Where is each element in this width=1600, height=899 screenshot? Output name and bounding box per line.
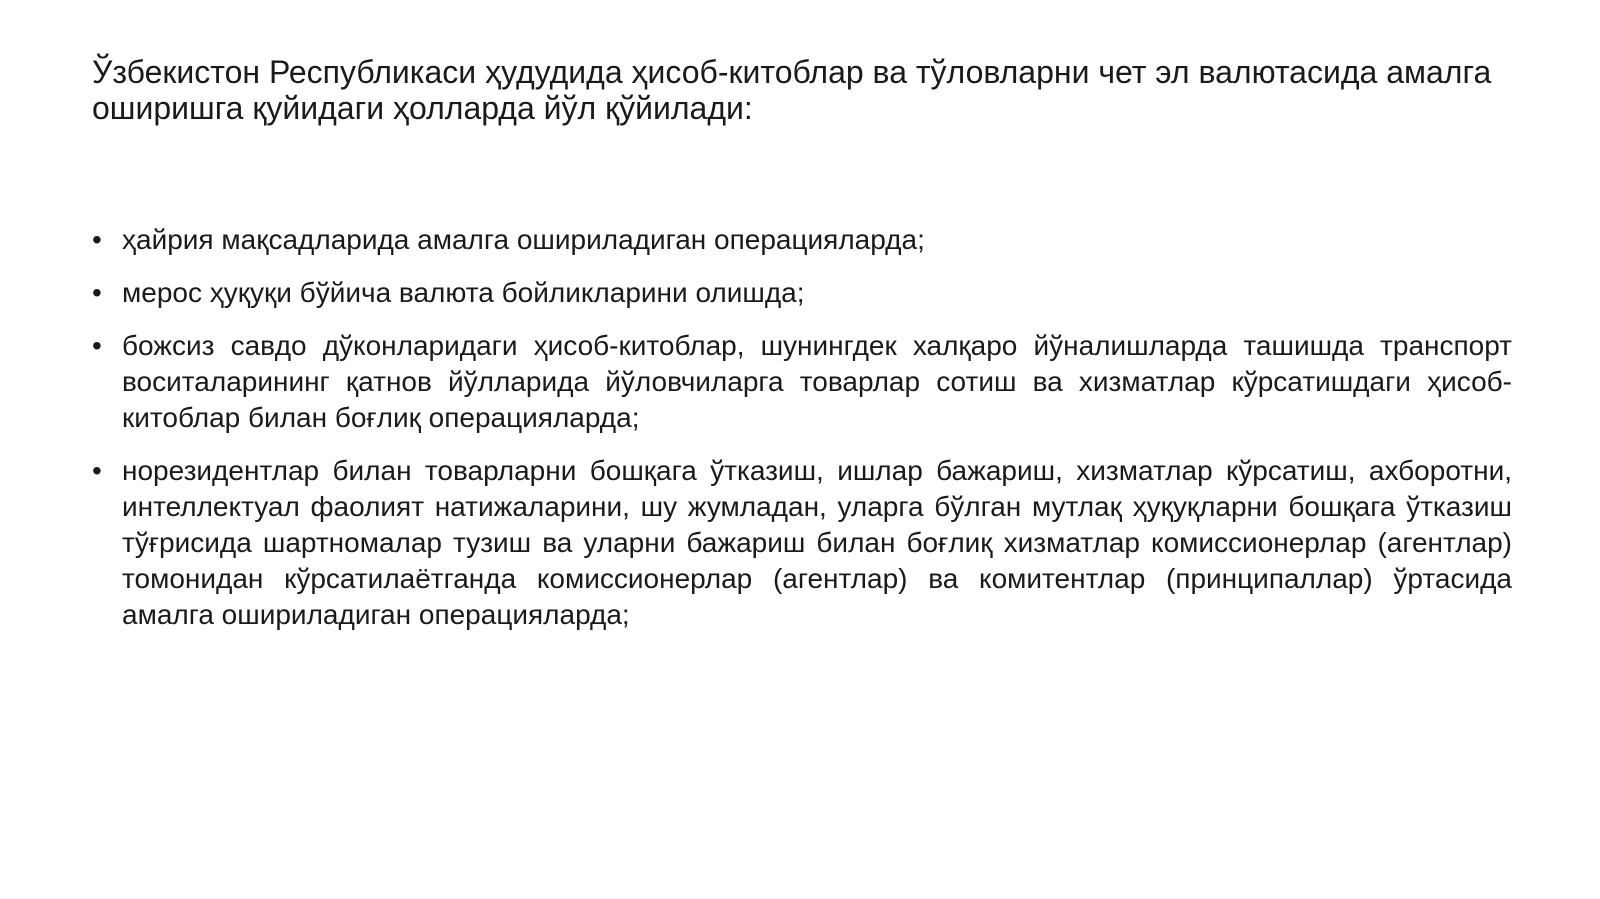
bullet-text: норезидентлар билан товарларни бошқага ўтказиш, ишлар бажариш, хизматлар кўрсатиш, ахборотни, интеллектуал фаолият натижаларини, шу жумладан, уларга бўлган мутлақ ҳуқуқларни бошқага ўтказиш тўғрисида шартномалар тузиш ва уларни бажариш билан боғлиқ хизматлар комиссионерлар (агентлар) томонидан кўрсатилаётганда комиссионерлар (агентлар) ва комитентлар (принципаллар) ўртасида амалга ошириладиган операцияларда;	[122, 455, 1512, 630]
bullet-list	[92, 222, 1512, 650]
slide-title: Ўзбекистон Республикаси ҳудудида ҳисоб-китоблар ва тўловларни чет эл валютасида амалга оширишга қуйидаги ҳолларда йўл қўйилади:	[92, 54, 1492, 126]
bullet-dot-icon: •	[92, 277, 102, 308]
bullet-item-charity	[92, 222, 1512, 258]
bullet-dot-icon: •	[92, 455, 102, 486]
bullet-item-inheritance	[92, 275, 1512, 311]
bullet-text: мерос ҳуқуқи бўйича валюта бойликларини олишда;	[122, 277, 805, 308]
bullet-item-nonresidents	[92, 453, 1512, 633]
bullet-text: божсиз савдо дўконларидаги ҳисоб-китоблар, шунингдек халқаро йўналишларда ташишда транспорт воситаларининг қатнов йўлларида йўловчиларга товарлар сотиш ва хизматлар кўрсатишдаги ҳисоб-китоблар билан боғлиқ операцияларда;	[122, 330, 1512, 433]
bullet-dot-icon: •	[92, 330, 102, 361]
bullet-text: ҳайрия мақсадларида амалга ошириладиган операцияларда;	[122, 224, 925, 255]
bullet-item-duty-free	[92, 328, 1512, 436]
bullet-dot-icon: •	[92, 224, 102, 255]
